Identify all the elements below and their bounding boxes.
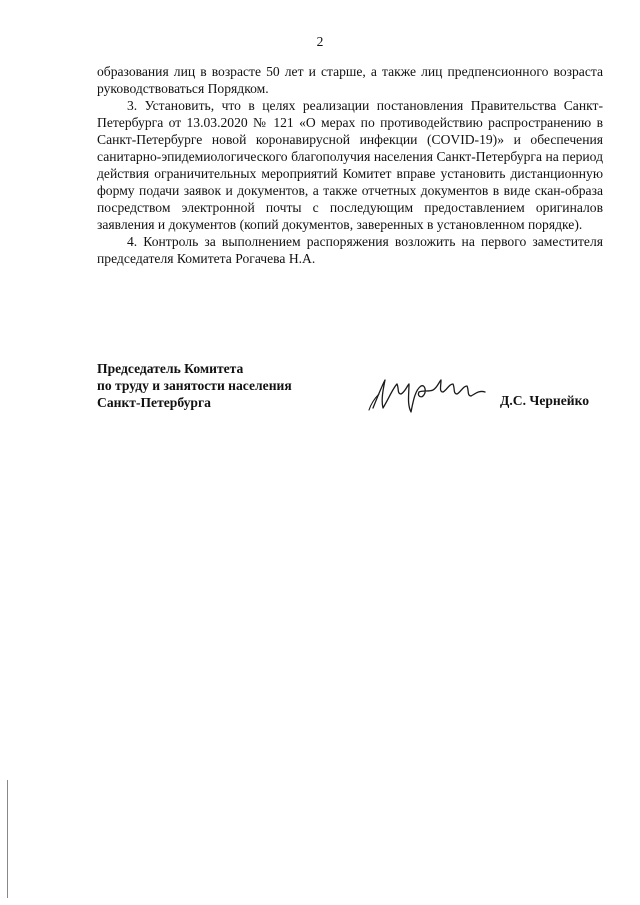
scan-edge-line — [7, 780, 8, 898]
signer-title-line-3: Санкт-Петербурга — [97, 395, 211, 410]
document-body — [97, 63, 603, 267]
signer-title-line-2: по труду и занятости населения — [97, 378, 292, 393]
signer-name: Д.С. Чернейко — [500, 393, 590, 408]
paragraph-item-4: 4. Контроль за выполнением распоряжения возложить на первого заместителя председателя Комитета Рогачева Н.А. — [97, 234, 603, 266]
page-number: 2 — [316, 34, 324, 49]
handwritten-signature — [367, 368, 491, 416]
paragraph-continuation: образования лиц в возрасте 50 лет и старше, а также лиц предпенсионного возраста руководствоваться Порядком. — [97, 64, 603, 96]
paragraph-item-3: 3. Установить, что в целях реализации постановления Правительства Санкт-Петербурга от 13.03.2020 № 121 «О мерах по противодействию распространению в Санкт-Петербурге новой коронавирусной инфекции (COVID-19)» и обеспечения санитарно-эпидемиологического благополучия населения Санкт-Петербурга на период действия ограничительных мероприятий Комитет вправе установить дистанционную форму подачи заявок и документов, а также отчетных документов в виде скан-образа посредством электронной почты с последующим предоставлением оригиналов заявления и документов (копий документов, заверенных в установленном порядке). — [97, 98, 603, 232]
signer-title — [97, 360, 292, 411]
signer-title-line-1: Председатель Комитета — [97, 361, 244, 376]
